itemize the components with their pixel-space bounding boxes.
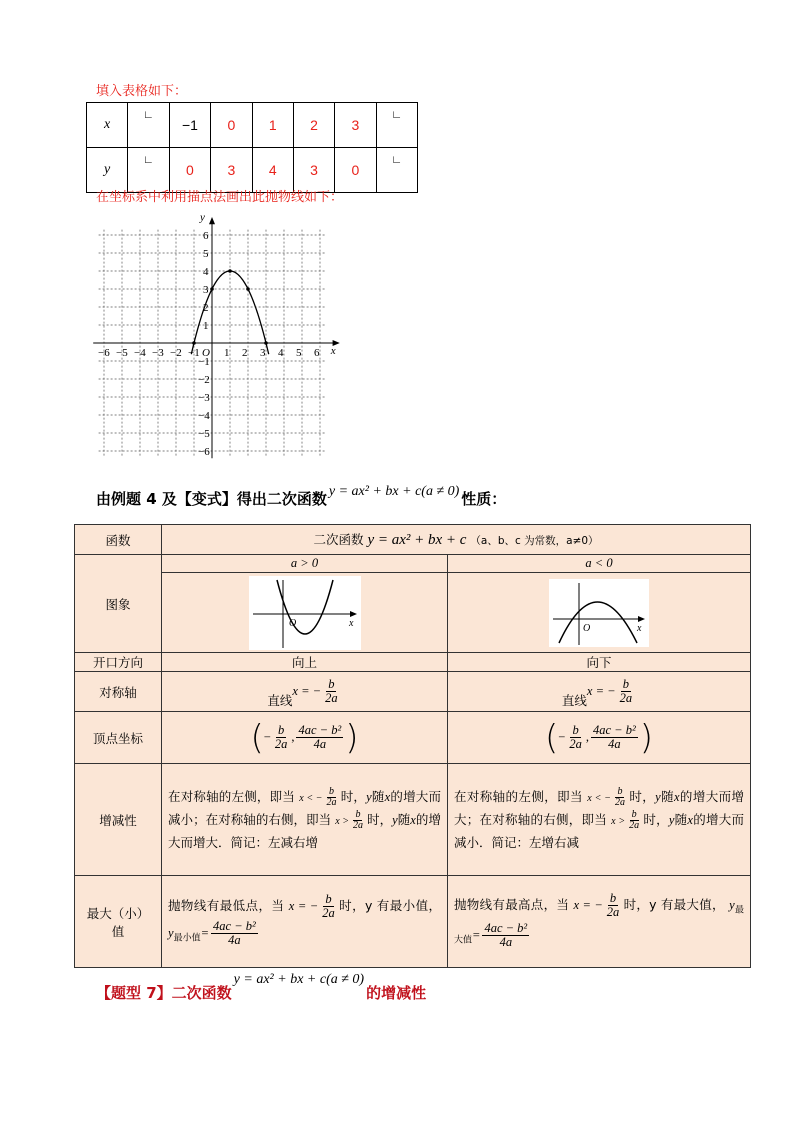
table-row-x xyxy=(87,103,418,148)
frac-num: b xyxy=(617,785,623,797)
row-head: 函数 xyxy=(75,525,162,555)
row-head: 对称轴 xyxy=(75,672,162,712)
value-table xyxy=(86,102,418,193)
origin-label: O xyxy=(202,347,210,359)
mono-var: x xyxy=(673,790,680,804)
y-cell: 4 xyxy=(252,148,293,193)
mono-cond: x < − xyxy=(299,793,323,804)
downward-parabola-image xyxy=(549,579,649,647)
parabola-graph xyxy=(88,205,348,460)
axis-pos xyxy=(162,672,448,712)
y-cell: 3 xyxy=(211,148,252,193)
x-axis-label: x xyxy=(330,345,336,357)
row-head: 顶点坐标 xyxy=(75,712,162,764)
mono-text: 时， xyxy=(628,789,656,804)
mono-var: x xyxy=(384,790,391,804)
row-vertex xyxy=(75,712,751,764)
row-axis xyxy=(75,672,751,712)
frac-den: 2a xyxy=(325,691,338,705)
frac-num: 4ac − b² xyxy=(484,920,528,935)
y-tick-label: 3 xyxy=(203,284,209,296)
x-tick-label: −6 xyxy=(98,347,110,359)
axis-lhs: x = − xyxy=(586,684,616,698)
mono-text: 时， xyxy=(340,789,367,804)
y-axis-arrow xyxy=(209,217,215,224)
frac-den: 4a xyxy=(499,934,513,949)
graph-point xyxy=(210,287,214,291)
mono-neg xyxy=(448,764,751,876)
frac-num: b xyxy=(277,722,285,737)
frac-den: 4a xyxy=(313,737,327,751)
heading-prefix: 由例题 4 及【变式】得出二次函数 xyxy=(96,490,327,508)
x-tick-label: −5 xyxy=(116,347,128,359)
axis-fraction xyxy=(618,678,635,705)
mono-var: y xyxy=(655,790,661,804)
row-conditions xyxy=(75,555,751,573)
x-cell: 1 xyxy=(252,103,293,148)
extreme-sub: 最小值 xyxy=(173,933,201,944)
x-tick-label: −1 xyxy=(188,347,200,359)
mono-text: 在对称轴的左侧，即当 xyxy=(454,789,583,804)
frac-den: 2a xyxy=(274,737,288,751)
frac-num: b xyxy=(328,676,335,691)
paren-right: ) xyxy=(345,717,359,758)
image-x-label: x xyxy=(637,622,642,634)
ellipsis-cell: ∟ xyxy=(128,148,169,193)
frac-den: 2a xyxy=(326,797,337,808)
mono-text: 时， xyxy=(366,812,393,827)
x-cell: −1 xyxy=(169,103,211,148)
mono-text: 随 xyxy=(660,789,674,804)
type-prefix: 【题型 7】二次函数 xyxy=(96,984,232,1002)
graph-point xyxy=(264,341,268,345)
extreme-lhs: x = − xyxy=(573,898,603,912)
row-extreme xyxy=(75,876,751,968)
x-tick-label: 5 xyxy=(296,347,302,359)
axis-lhs: x = − xyxy=(292,684,322,698)
paren-left: ( xyxy=(545,717,559,758)
mono-pos xyxy=(162,764,448,876)
y-tick-label: 1 xyxy=(203,320,209,332)
extreme-neg xyxy=(448,876,751,968)
image-x-label: x xyxy=(348,617,353,629)
frac-num: b xyxy=(631,808,637,820)
type-suffix: 的增减性 xyxy=(366,984,427,1002)
y-tick-label: −3 xyxy=(198,392,210,404)
condition-pos: a > 0 xyxy=(162,555,448,573)
type-formula: y = ax² + bx + c(a ≠ 0) xyxy=(233,972,365,987)
mono-cond: x > xyxy=(611,816,626,827)
x-tick-label: 6 xyxy=(314,347,320,359)
x-tick-label: −4 xyxy=(134,347,146,359)
y-tick-label: −5 xyxy=(198,428,210,440)
upward-parabola-image xyxy=(249,576,361,650)
frac-den: 2a xyxy=(606,905,620,919)
y-tick-label: 2 xyxy=(203,302,209,314)
axis-neg xyxy=(448,672,751,712)
properties-heading xyxy=(96,484,507,509)
image-pos-cell xyxy=(162,573,448,653)
mono-cond: x < − xyxy=(587,793,611,804)
mono-fraction xyxy=(627,810,641,832)
row-head: 最大（小）值 xyxy=(75,876,162,968)
row-image xyxy=(75,573,751,653)
mono-text: 的增大而减小；在对称轴的右侧，即当 xyxy=(168,789,441,827)
y-cell: 0 xyxy=(169,148,211,193)
paren-right: ) xyxy=(639,717,653,758)
mono-fraction xyxy=(351,810,365,832)
extreme-pos xyxy=(162,876,448,968)
extreme-value-fraction xyxy=(211,920,258,947)
extreme-fraction xyxy=(320,893,337,920)
heading-formula: y = ax² + bx + c(a ≠ 0) xyxy=(328,484,460,499)
extreme-text: 时，y 有最小值， xyxy=(338,898,441,914)
frac-den: 2a xyxy=(569,737,582,751)
mono-var: y xyxy=(366,790,372,804)
frac-num: b xyxy=(609,890,617,905)
frac-den: 4a xyxy=(228,933,241,948)
axis-word: 直线 xyxy=(267,693,293,708)
frac-den: 2a xyxy=(614,797,625,808)
ellipsis-cell: ∟ xyxy=(376,148,417,193)
mono-text: 随 xyxy=(371,789,385,804)
y-tick-label: 5 xyxy=(203,248,209,260)
x-cell: 0 xyxy=(211,103,252,148)
graph-point xyxy=(246,287,250,291)
y-cell: 0 xyxy=(335,148,376,193)
mono-var: x xyxy=(410,813,416,827)
image-origin-label: O xyxy=(288,617,296,629)
paren-left: ( xyxy=(250,717,264,758)
y-tick-label: −1 xyxy=(198,356,210,368)
row-head: 开口方向 xyxy=(75,653,162,672)
frac-num: 4ac − b² xyxy=(213,919,256,934)
vertex-y-fraction xyxy=(591,724,638,751)
vertex-x-fraction xyxy=(567,724,584,751)
mono-text: 的增大而减小．简记：左增右减 xyxy=(454,812,744,850)
extreme-eq: = xyxy=(472,927,481,942)
x-tick-label: 3 xyxy=(260,347,266,359)
mono-var: y xyxy=(668,813,675,827)
mono-var: x xyxy=(687,813,693,827)
extreme-sub: 最大值 xyxy=(454,905,744,946)
graph-axes xyxy=(93,212,340,459)
extreme-value-fraction xyxy=(482,922,529,949)
extreme-lhs: x = − xyxy=(288,899,319,914)
condition-neg: a < 0 xyxy=(448,555,751,573)
frac-den: 2a xyxy=(352,820,363,831)
y-tick-label: 6 xyxy=(203,230,209,242)
y-tick-label: 4 xyxy=(203,266,209,278)
function-cell xyxy=(162,525,751,555)
mono-text: 在对称轴的左侧，即当 xyxy=(168,789,295,804)
mono-text: 随 xyxy=(397,812,411,827)
row-opening xyxy=(75,653,751,672)
frac-num: b xyxy=(329,785,335,797)
ellipsis-cell: ∟ xyxy=(128,103,169,148)
mono-fraction xyxy=(325,787,339,809)
y-tick-label: −6 xyxy=(198,446,210,458)
intro-text: 填入表格如下： xyxy=(96,84,188,99)
x-header: x xyxy=(87,103,128,148)
x-tick-label: −3 xyxy=(152,347,164,359)
frac-num: b xyxy=(622,676,629,691)
x-tick-label: 1 xyxy=(224,347,230,359)
frac-num: 4ac − b² xyxy=(592,722,636,737)
mono-fraction xyxy=(613,787,627,809)
frac-num: b xyxy=(355,808,361,820)
frac-num: b xyxy=(572,722,579,737)
axis-word: 直线 xyxy=(561,693,587,708)
opening-neg: 向下 xyxy=(448,653,751,672)
properties-table xyxy=(74,524,751,968)
frac-den: 2a xyxy=(322,906,335,921)
y-header: y xyxy=(87,148,128,193)
x-tick-label: 4 xyxy=(278,347,284,359)
mono-var: y xyxy=(392,813,398,827)
extreme-fraction xyxy=(605,892,622,919)
image-origin-label: O xyxy=(583,622,591,634)
mono-text: 时， xyxy=(643,812,669,827)
function-text: 二次函数 xyxy=(313,532,364,547)
mono-text: 的增大而增大；在对称轴的右侧，即当 xyxy=(454,789,744,827)
mono-text: 的增大而增大．简记：左减右增 xyxy=(168,812,441,850)
mono-cond: x > xyxy=(335,816,349,827)
row-head: 增减性 xyxy=(75,764,162,876)
type-heading xyxy=(96,972,427,1003)
y-tick-label: −2 xyxy=(198,374,210,386)
graph-caption: 在坐标系中利用描点法画出此抛物线如下： xyxy=(96,190,344,205)
vertex-y-fraction xyxy=(296,724,343,751)
frac-den: 2a xyxy=(619,691,633,705)
graph-point xyxy=(228,269,232,273)
heading-suffix: 性质： xyxy=(461,490,507,508)
x-tick-label: 2 xyxy=(242,347,248,359)
x-tick-label: −2 xyxy=(170,347,182,359)
frac-den: 2a xyxy=(629,820,640,831)
extreme-eq: = xyxy=(200,926,210,941)
vertex-pos: (− $\frac{b}{2a}$ , $\frac{\text{4ac − b²}}{4a}$ ) xyxy=(162,712,448,764)
row-monotonicity xyxy=(75,764,751,876)
image-neg-cell xyxy=(448,573,751,653)
extreme-text: 抛物线有最高点，当 xyxy=(454,897,570,912)
opening-pos: 向上 xyxy=(162,653,448,672)
extreme-text: 抛物线有最低点，当 xyxy=(168,898,285,914)
frac-num: 4ac − b² xyxy=(298,722,342,737)
graph-point xyxy=(192,341,196,345)
frac-num: b xyxy=(325,892,332,907)
function-note: （a、b、c 为常数，a≠0） xyxy=(470,535,599,547)
function-formula: y = ax² + bx + c xyxy=(367,532,467,548)
axis-fraction xyxy=(323,678,340,705)
x-cell: 2 xyxy=(293,103,334,148)
vertex-x-fraction xyxy=(273,724,290,751)
row-head: 图象 xyxy=(75,555,162,653)
y-cell: 3 xyxy=(293,148,334,193)
y-axis-label: y xyxy=(200,211,205,224)
graph-ticks xyxy=(98,230,320,458)
mono-text: 随 xyxy=(674,812,688,827)
frac-den: 4a xyxy=(608,737,621,751)
extreme-text: 时，y 有最大值， xyxy=(623,897,725,912)
x-cell: 3 xyxy=(335,103,376,148)
extreme-y: y xyxy=(168,926,174,941)
extreme-y: y xyxy=(729,898,735,912)
ellipsis-cell: ∟ xyxy=(376,103,417,148)
y-tick-label: −4 xyxy=(198,410,210,422)
vertex-neg: (− $\frac{b}{2a}$ , $\frac{\text{4ac − b²}}{4a}$ ) xyxy=(448,712,751,764)
row-function xyxy=(75,525,751,555)
